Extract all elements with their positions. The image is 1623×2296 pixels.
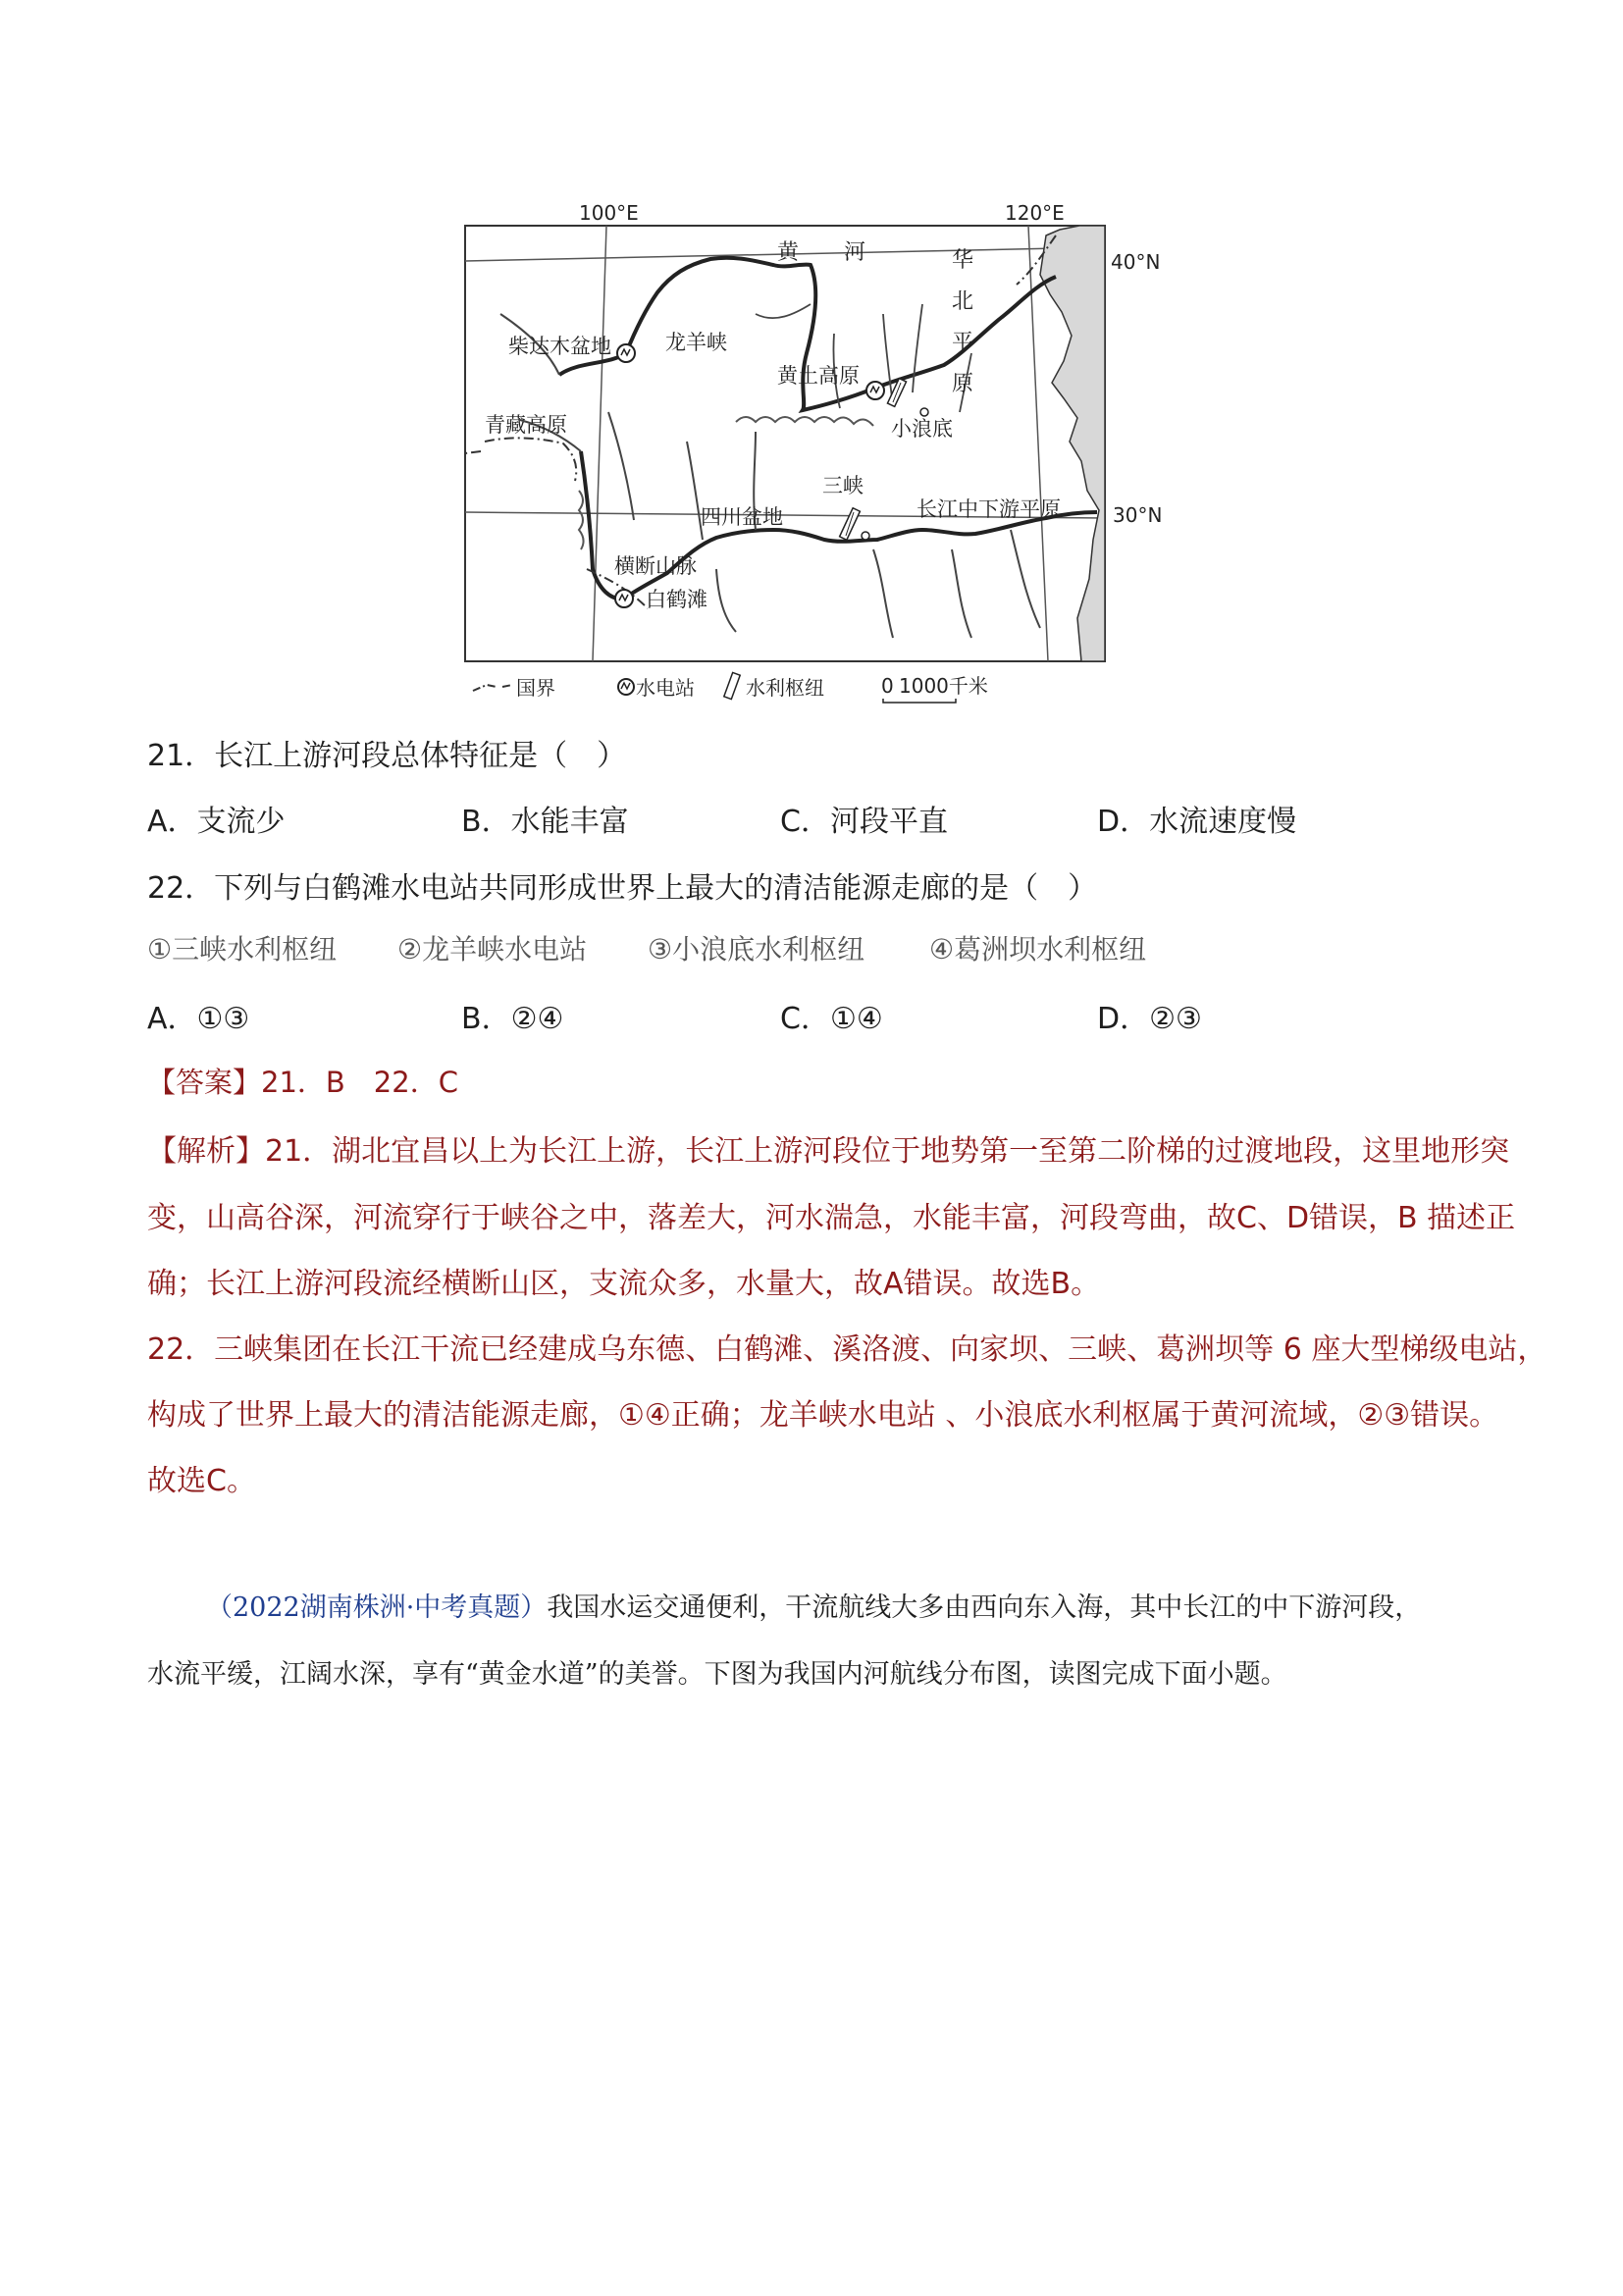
label-sichuan: 四川盆地 xyxy=(701,505,783,529)
label-bei: 北 xyxy=(952,289,974,314)
lat-40-label: 40°N xyxy=(1111,250,1161,274)
analysis-line-5: 构成了世界上最大的清洁能源走廊，①④正确；龙羊峡水电站 、小浪底水利枢属于黄河流域，②③错误。 xyxy=(147,1398,1499,1433)
answer-line xyxy=(147,1061,458,1101)
answer-tag: 【答案】 xyxy=(147,1066,262,1099)
longyangxia-station-icon xyxy=(617,344,635,362)
xiaolangdi-station-icon xyxy=(866,382,884,399)
map-frame xyxy=(465,226,1105,661)
label-changjiang: 长江中下游平原 xyxy=(916,497,1061,521)
label-sanxia: 三峡 xyxy=(822,474,864,497)
q21-option-b[interactable]: B．水能丰富 xyxy=(461,805,629,839)
intro-source: （2022湖南株洲·中考真题） xyxy=(206,1592,548,1623)
sanxia-dot xyxy=(862,532,869,540)
q22-option-b[interactable]: B．②④ xyxy=(461,1002,564,1036)
legend-hydro-label: 水电站 xyxy=(636,676,695,700)
label-qingzang: 青藏高原 xyxy=(485,413,567,437)
legend-scale-label: 1000千米 xyxy=(899,674,988,698)
q21-option-a[interactable]: A．支流少 xyxy=(147,805,286,839)
legend-hub-icon xyxy=(724,672,740,699)
intro-line-2: 水流平缓，江阔水深，享有“黄金水道”的美誉。下图为我国内河航线分布图，读图完成下面小题。 xyxy=(147,1659,1287,1690)
answer-text: 21．B 22．C xyxy=(261,1066,458,1099)
legend-border-icon xyxy=(473,685,512,691)
label-hua: 华 xyxy=(952,248,974,273)
baihetan-station-icon xyxy=(615,590,633,607)
analysis-line-2: 变，山高谷深，河流穿行于峡谷之中，落差大，河水湍急，水能丰富，河段弯曲，故C、D错误，B 描述正 xyxy=(147,1201,1516,1235)
legend-scale-bar xyxy=(883,699,956,703)
intro-line-1 xyxy=(206,1586,1421,1624)
label-xiaolangdi: 小浪底 xyxy=(891,417,953,441)
lon-120-label: 120°E xyxy=(1005,201,1065,225)
label-ping: 平 xyxy=(952,331,974,355)
q22-option-d[interactable]: D．②③ xyxy=(1097,1002,1202,1036)
label-chaidamu: 柴达木盆地 xyxy=(508,335,611,358)
q22-item-4: ④葛洲坝水利枢纽 xyxy=(929,933,1147,965)
analysis-text-1: 21．湖北宜昌以上为长江上游，长江上游河段位于地势第一至第二阶梯的过渡地段，这里地形突 xyxy=(265,1134,1510,1169)
analysis-line-1 xyxy=(147,1126,1509,1170)
q22-stem: 22．下列与白鹤滩水电站共同形成世界上最大的清洁能源走廊的是（ ） xyxy=(147,871,1098,906)
label-longyangxia: 龙羊峡 xyxy=(665,331,727,354)
label-huang: 黄 xyxy=(777,240,800,265)
label-huangtu: 黄土高原 xyxy=(777,364,860,388)
analysis-line-3: 确；长江上游河段流经横断山区，支流众多，水量大，故A错误。故选B。 xyxy=(147,1267,1101,1301)
q22-item-3: ③小浪底水利枢纽 xyxy=(648,933,865,965)
label-baihetan: 白鹤滩 xyxy=(646,588,707,611)
legend-border-label: 国界 xyxy=(516,676,555,700)
q22-item-2: ②龙羊峡水电站 xyxy=(397,933,588,965)
intro-text-1: 我国水运交通便利，干流航线大多由西向东入海，其中长江的中下游河段， xyxy=(547,1592,1422,1623)
legend-hub-label: 水利枢纽 xyxy=(746,676,824,700)
q21-option-d[interactable]: D．水流速度慢 xyxy=(1097,805,1297,839)
river-map-figure xyxy=(461,196,1187,706)
lat-30-label: 30°N xyxy=(1113,503,1163,527)
q22-item-1: ①三峡水利枢纽 xyxy=(147,933,338,965)
lon-100-label: 100°E xyxy=(579,201,639,225)
legend-hydro-icon xyxy=(618,679,634,695)
label-he: 河 xyxy=(844,240,866,265)
analysis-line-6: 故选C。 xyxy=(147,1464,256,1498)
xiaolangdi-dot xyxy=(920,408,928,416)
q21-stem: 21．长江上游河段总体特征是（ ） xyxy=(147,739,627,773)
legend-scale-zero: 0 xyxy=(881,674,894,698)
q22-option-c[interactable]: C．①④ xyxy=(780,1002,883,1036)
analysis-line-4: 22．三峡集团在长江干流已经建成乌东德、白鹤滩、溪洛渡、向家坝、三峡、葛洲坝等 6 座大型梯级电站， xyxy=(147,1332,1547,1367)
label-yuan: 原 xyxy=(952,372,974,396)
analysis-tag: 【解析】 xyxy=(147,1134,265,1169)
q21-option-c[interactable]: C．河段平直 xyxy=(780,805,948,839)
label-hengduan: 横断山脉 xyxy=(614,554,697,578)
q22-option-a[interactable]: A．①③ xyxy=(147,1002,250,1036)
